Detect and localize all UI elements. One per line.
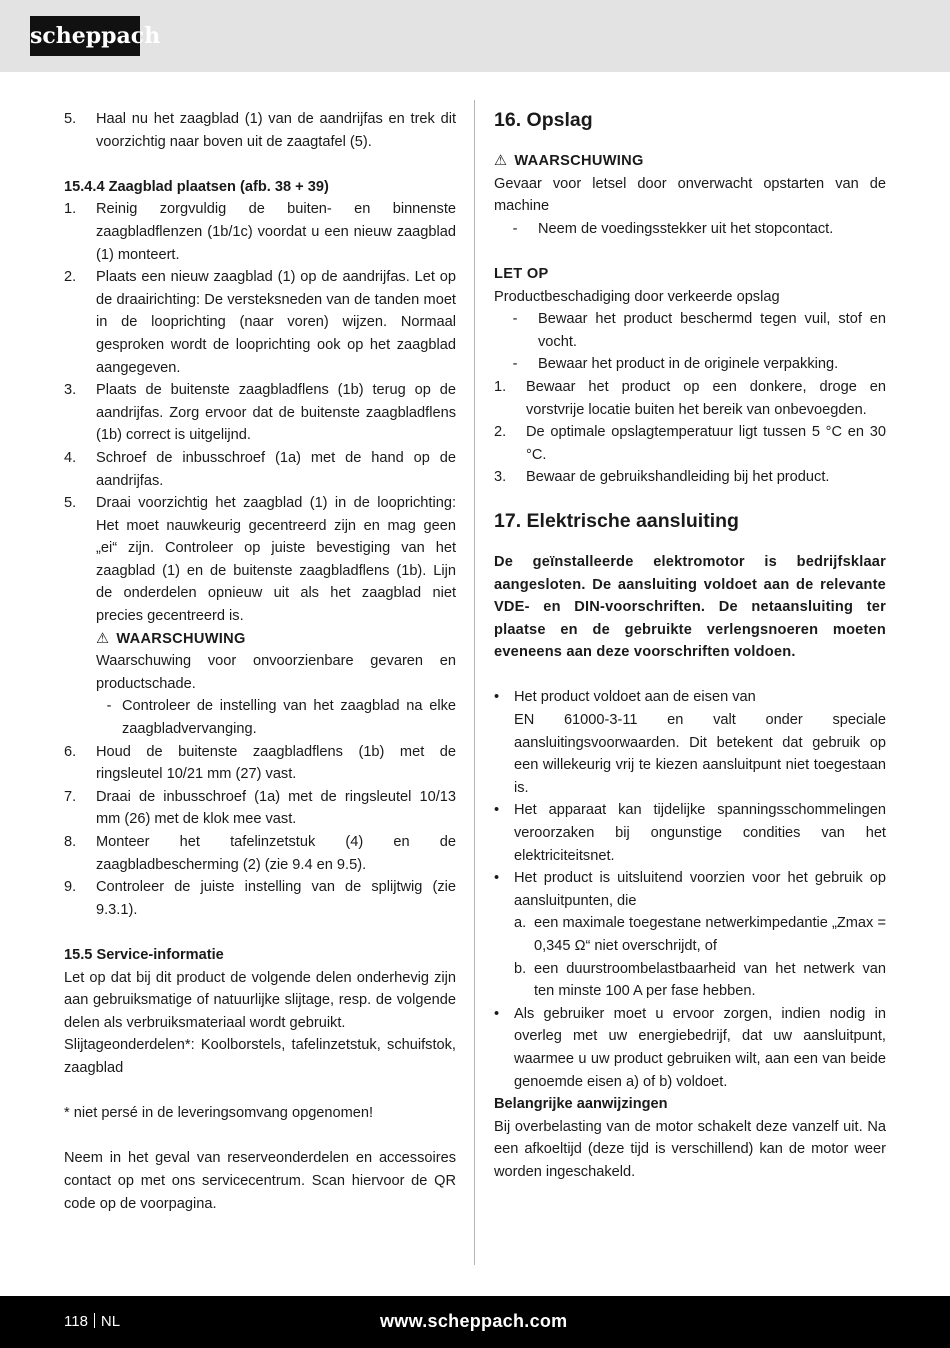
page-header — [0, 0, 950, 72]
step-item: 5. Draai voorzichtig het zaagblad (1) in de looprichting: Het moet nauwkeurig gecentreerd zijn en mag geen „ei“ zijn. Controleer op juiste bevestiging van het zaagblad (1) en de buitenste zaagbladflens (1b). Lijn de onderdelen opnieuw uit als het zaagblad niet precies gecentreerd is. — [64, 495, 456, 625]
subheading: Belangrijke aanwijzingen — [494, 1096, 668, 1113]
section-heading-16: 16. Opslag — [494, 109, 593, 131]
warning-title: WAARSCHUWING — [116, 630, 246, 647]
warning-icon: ⚠ — [96, 630, 110, 647]
paragraph: Let op dat bij dit product de volgende delen onderhevig zijn aan gebruiksmatige of natuurlijke slijtage, resp. de volgende delen als verbruiksmateriaal wordt gebruikt. — [64, 969, 456, 1031]
paragraph: Slijtageonderdelen*: Koolborstels, tafelinzetstuk, schuifstok, zaagblad — [64, 1037, 456, 1076]
language-code: NL — [100, 1313, 121, 1330]
separator — [94, 1313, 95, 1328]
warning-text: Gevaar voor letsel door onverwacht opstarten van de machine — [494, 175, 886, 215]
notice-item: - Bewaar het product in de originele verpakking. — [512, 356, 839, 373]
step-item: 8. Monteer het tafelinzetstuk (4) en de zaagbladbescherming (2) (zie 9.4 en 9.5). — [64, 834, 456, 873]
warning-title: WAARSCHUWING — [514, 153, 644, 169]
page-number: 118 NL — [64, 1313, 121, 1330]
bullet-item: • Het product is uitsluitend voorzien voor het gebruik op aansluitpunten, die — [494, 870, 886, 909]
step-item: 2. Plaats een nieuw zaagblad (1) op de aandrijfas. Let op de draairichting: De versteksneden van de tanden moet in de looprichting (naar voren) wijzen. Normaal gesproken wordt de looprichting ook op het zaagblad aangegeven. — [64, 269, 456, 376]
step-item: 2. De optimale opslagtemperatuur ligt tussen 5 °C en 30 °C. — [494, 424, 886, 463]
sub-item: b. een duurstroombelastbaarheid van het netwerk van ten minste 100 A per fase hebben. — [514, 960, 886, 1000]
warning-item: - Controleer de instelling van het zaagblad na elke zaagbladvervanging. — [106, 698, 456, 738]
step-item: 7. Draai de inbusschroef (1a) met de ringsleutel 10/13 mm (26) met de klok mee vast. — [64, 788, 456, 828]
warning-block — [64, 628, 456, 741]
left-column — [64, 108, 456, 1215]
step-item: 1. Reinig zorgvuldig de buiten- en binnenste zaagbladflenzen (1b/1c) voordat u een nieuw zaagblad (1) monteert. — [64, 201, 456, 263]
footnote: * niet persé in de leveringsomvang opgenomen! — [64, 1105, 374, 1122]
step-item: 3. Plaats de buitenste zaagbladflens (1b) terug op de aandrijfas. Zorg ervoor dat de buitenste zaagbladflens (1b) correct is uitgelijnd. — [64, 382, 456, 444]
step-item: 3. Bewaar de gebruikshandleiding bij het product. — [494, 469, 830, 486]
step-item: 1. Bewaar het product op een donkere, droge en vorstvrije locatie buiten het bereik van onbevoegden. — [494, 378, 886, 418]
page-footer — [0, 1296, 950, 1348]
warning-item: - Neem de voedingsstekker uit het stopcontact. — [512, 220, 834, 237]
section-heading-15-4-4: 15.4.4 Zaagblad plaatsen (afb. 38 + 39) — [64, 178, 329, 195]
step-item: 5. Haal nu het zaagblad (1) van de aandrijfas en trek dit voorzichtig naar boven uit de zaagtafel (5). — [64, 111, 456, 150]
intro-paragraph: De geïnstalleerde elektromotor is bedrijfsklaar aangesloten. De aansluiting voldoet aan de relevante VDE- en DIN-voorschriften. De netaansluiting ter plaatse en de gebruikte verlengsnoeren moeten eveneens aan deze voorschriften voldoen. — [494, 553, 886, 661]
scheppach-logo: scheppach — [30, 16, 140, 56]
sub-item: a. een maximale toegestane netwerkimpedantie „Zmax = 0,345 Ω“ niet overschrijdt, of — [514, 915, 886, 954]
notice-title: LET OP — [494, 265, 549, 282]
paragraph: Neem in het geval van reserveonderdelen en accessoires contact op met ons servicecentrum. Scan hiervoor de QR code op de voorpagina. — [64, 1150, 456, 1212]
column-divider — [474, 100, 475, 1265]
step-item: 9. Controleer de juiste instelling van de splijtwig (zie 9.3.1). — [64, 879, 456, 918]
paragraph: Bij overbelasting van de motor schakelt deze vanzelf uit. Na een afkoeltijd (deze tijd is verschillend) kan de motor weer worden ingeschakeld. — [494, 1118, 886, 1180]
right-column — [494, 108, 886, 1184]
bullet-item: • Het apparaat kan tijdelijke spanningsschommelingen veroorzaken bij ongunstige condities van het elektriciteitsnet. — [494, 802, 886, 864]
warning-text: Waarschuwing voor onvoorzienbare gevaren en productschade. — [96, 653, 456, 692]
notice-text: Productbeschadiging door verkeerde opslag — [494, 288, 780, 305]
step-item: 6. Houd de buitenste zaagbladflens (1b) met de ringsleutel 10/21 mm (27) vast. — [64, 743, 456, 783]
website-link[interactable]: www.scheppach.com — [380, 1311, 568, 1331]
section-heading-17: 17. Elektrische aansluiting — [494, 509, 739, 532]
section-heading-15-5: 15.5 Service-informatie — [64, 946, 224, 963]
warning-icon: ⚠ — [494, 153, 508, 169]
bullet-item: • Als gebruiker moet u ervoor zorgen, indien nodig in overleg met uw energiebedrijf, dat uw aansluitpunt, waarmee u uw product gebruiken wilt, aan een van beide genoemde eisen a) of b) voldoet. — [494, 1005, 886, 1090]
notice-item: - Bewaar het product beschermd tegen vuil, stof en vocht. — [512, 311, 886, 350]
bullet-item: • Het product voldoet aan de eisen van EN 61000-3-11 en valt onder speciale aansluitingsvoorwaarden. Dit betekent dat gebruik op een willekeurig vrij te kiezen aansluitpunt niet toegestaan is. — [494, 689, 886, 796]
step-item: 4. Schroef de inbusschroef (1a) met de hand op de aandrijfas. — [64, 449, 456, 489]
